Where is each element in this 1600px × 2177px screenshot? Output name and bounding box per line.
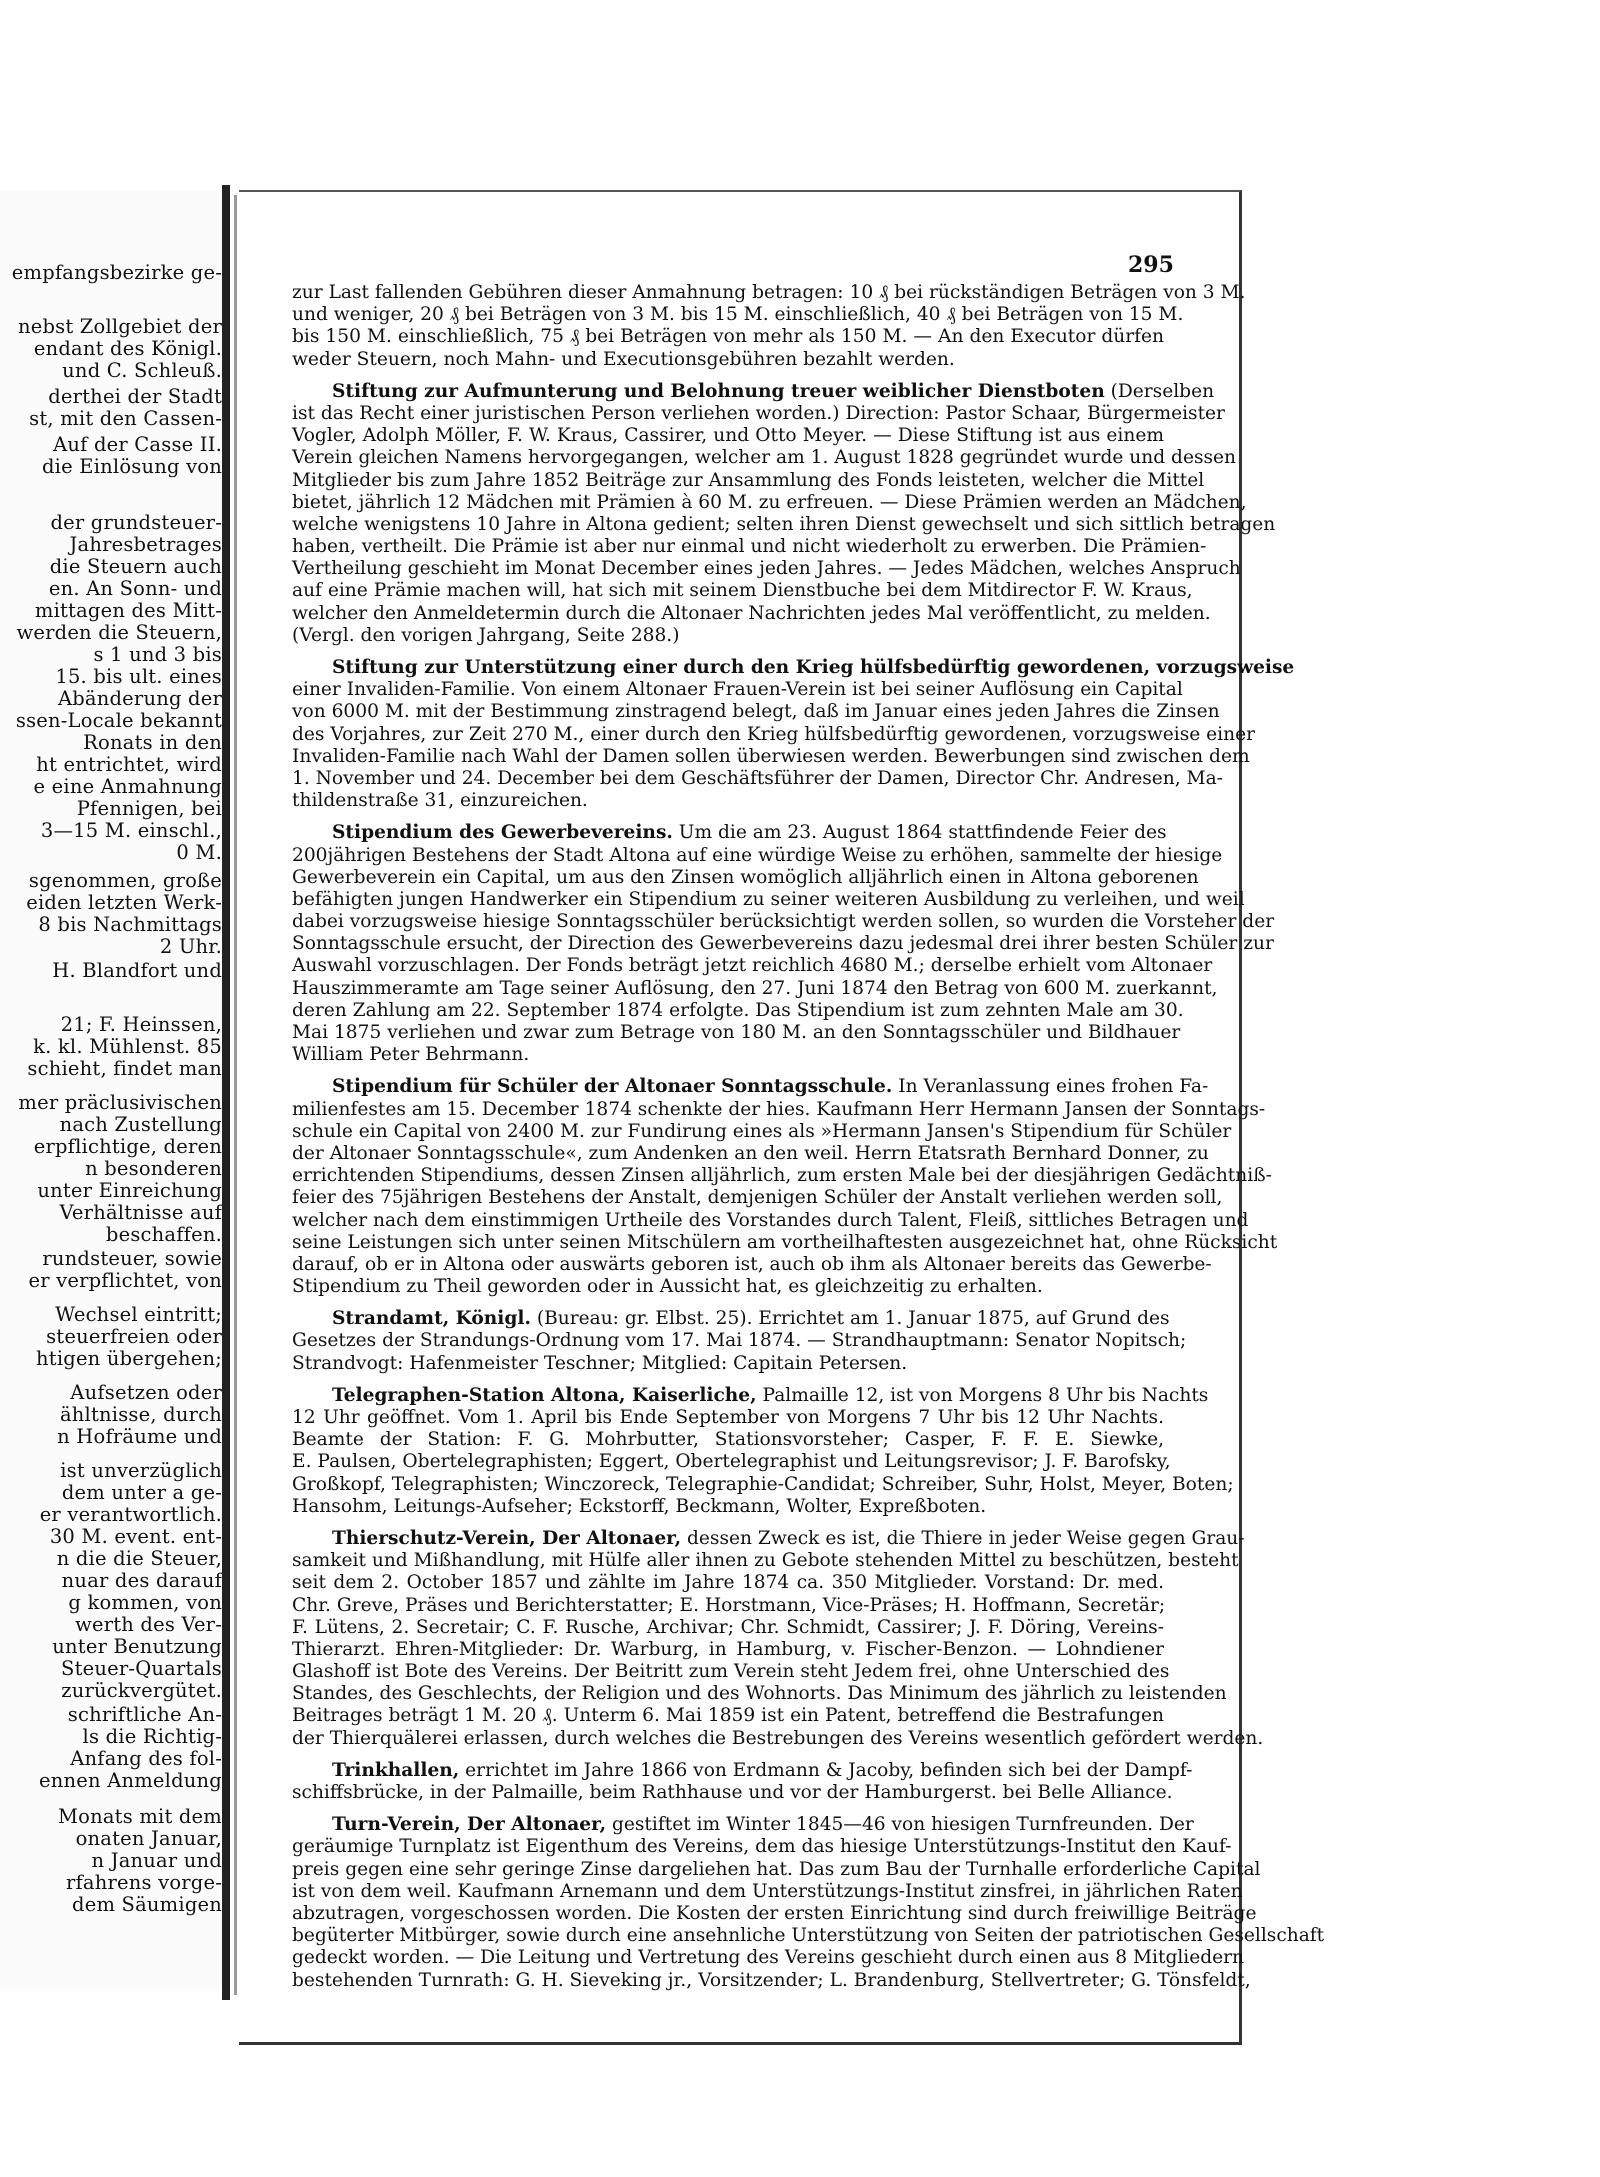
text-line: geräumige Turnplatz ist Eigenthum des Vereins, dem das hiesige Unterstützungs-Institut den Kauf- <box>292 1836 1232 1858</box>
left-page-line: Abänderung der <box>57 687 222 710</box>
entry-paragraph <box>292 1384 1234 1518</box>
text-line: Auswahl vorzuschlagen. Der Fonds beträgt jetzt reichlich 4680 M.; derselbe erhielt vom Altonaer <box>292 955 1213 977</box>
text-line: Beitrages beträgt 1 M. 20 ₰. Unterm 6. Mai 1859 ist ein Patent, betreffend die Bestrafungen <box>292 1705 1164 1727</box>
left-page-line: 15. bis ult. eines <box>55 665 222 688</box>
text-line: 1. November und 24. December bei dem Geschäftsführer der Damen, Director Chr. Andresen, Ma- <box>292 767 1223 789</box>
text-line: welcher den Anmeldetermin durch die Altonaer Nachrichten jedes Mal veröffentlicht, zu melden. <box>292 602 1211 624</box>
text-line: deren Zahlung am 22. September 1874 erfolgte. Das Stipendium ist zum zehnten Male am 30. <box>292 999 1184 1021</box>
left-page-line: ähltnisse, durch <box>59 1403 222 1426</box>
text-line: einer Invaliden-Familie. Von einem Altonaer Frauen-Verein ist bei seiner Auflösung ein Capital <box>292 679 1183 701</box>
paragraph-gap <box>292 1518 1164 1528</box>
left-page-line: unter Einreichung <box>37 1179 222 1202</box>
text-line: Trinkhallen, errichtet im Jahre 1866 von Erdmann & Jacoby, befinden sich bei der Dampf- <box>332 1759 1193 1781</box>
left-page-line: der grundsteuer- <box>50 511 222 534</box>
left-page-line: ennen Anmeldung <box>39 1769 222 1792</box>
text-line: weder Steuern, noch Mahn- und Executionsgebühren bezahlt werden. <box>292 348 955 370</box>
text-line: Verein gleichen Namens hervorgegangen, welcher am 1. August 1828 gegründet wurde und dessen <box>292 447 1237 469</box>
text-line: bietet, jährlich 12 Mädchen mit Prämien à 60 M. zu erfreuen. — Diese Prämien werden an Mädchen, <box>292 491 1247 513</box>
left-page-line: onaten Januar, <box>75 1827 222 1850</box>
text-line: thildenstraße 31, einzureichen. <box>292 790 588 812</box>
text-line: von 6000 M. mit der Bestimmung zinstragend belegt, daß im Januar eines jeden Jahres die Zinsen <box>292 701 1220 723</box>
left-page-line: werden die Steuern, <box>16 621 222 644</box>
paragraph-gap <box>292 1066 1164 1076</box>
text-line: der Altonaer Sonntagsschule«, zum Andenken an den weil. Herrn Etatsrath Bernhard Donner, zu <box>292 1142 1209 1164</box>
left-page-line: Anfang des fol- <box>70 1747 222 1770</box>
left-page-line: Pfennigen, bei <box>76 797 222 820</box>
left-page-line: ist unverzüglich <box>60 1459 222 1482</box>
text-line: ist das Recht einer juristischen Person verliehen worden.) Direction: Pastor Schaar, Bürgermeister <box>292 402 1225 424</box>
left-page-line: dem unter a ge- <box>61 1481 222 1504</box>
text-line: 200jährigen Bestehens der Stadt Altona auf eine würdige Weise zu erhöhen, sammelte der hiesige <box>292 844 1223 866</box>
text-line: Stipendium zu Theil geworden oder in Aussicht hat, es gleichzeitig zu erhalten. <box>292 1276 1043 1298</box>
text-line: Hansohm, Leitungs-Aufseher; Eckstorff, Beckmann, Wolter, Expreßboten. <box>292 1495 987 1517</box>
left-page-line: zurückvergütet. <box>61 1679 222 1702</box>
left-page-line: n Januar und <box>91 1849 222 1872</box>
left-page-line: und C. Schleuß. <box>62 359 222 382</box>
text-line: Strandvogt: Hafenmeister Teschner; Mitglied: Capitain Petersen. <box>292 1352 908 1374</box>
entry-heading: Stiftung zur Unterstützung einer durch den Krieg hülfsbedürftig gewordenen, vorzugsweise <box>332 657 1295 678</box>
left-page-line: ssen-Locale bekannt <box>15 709 222 732</box>
text-line: Chr. Greve, Präses und Berichterstatter; E. Horstmann, Vice-Präses; H. Hoffmann, Secretär; <box>292 1594 1166 1616</box>
text-line: Mitglieder bis zum Jahre 1852 Beiträge zur Ansammlung des Fonds leisteten, welcher die Mittel <box>292 469 1205 491</box>
left-page-line: en. An Sonn- und <box>48 577 222 600</box>
left-page-line: n besonderen <box>85 1157 222 1180</box>
text-line: 12 Uhr geöffnet. Vom 1. April bis Ende September von Morgens 7 Uhr bis 12 Uhr Nachts. <box>292 1407 1164 1428</box>
paragraph-gap <box>292 371 1164 381</box>
left-page-line: Ronats in den <box>83 731 222 754</box>
left-page-line: mittagen des Mitt- <box>34 599 222 622</box>
left-page-line: er verpflichtet, von <box>28 1269 222 1292</box>
entry-heading: Trinkhallen, <box>332 1759 460 1781</box>
entry-heading: Turn-Verein, Der Altonaer, <box>332 1814 607 1836</box>
left-page-line: 0 M. <box>176 841 222 864</box>
left-page-line: schriftliche An- <box>67 1703 222 1726</box>
left-page-line: Auf der Casse II. <box>53 433 222 456</box>
text-line: Beamte der Station: F. G. Mohrbutter, Stationsvorsteher; Casper, F. F. E. Siewke, <box>292 1429 1164 1451</box>
page-number: 295 <box>1128 252 1174 278</box>
left-page-line: 21; F. Heinssen, <box>60 1013 222 1036</box>
left-page-line: 8 bis Nachmittags <box>38 913 222 936</box>
entry-heading: Telegraphen-Station Altona, Kaiserliche, <box>332 1384 757 1406</box>
text-line: darauf, ob er in Altona oder auswärts geboren ist, auch ob ihm als Altonaer bereits das Gewerbe- <box>292 1253 1212 1275</box>
text-line: Hauszimmeramte am Tage seiner Auflösung, den 27. Juni 1874 den Betrag von 600 M. zuerkannt, <box>292 977 1218 999</box>
text-line: der Thierquälerei erlassen, durch welches die Bestrebungen des Vereins wesentlich gefördert werden. <box>292 1727 1264 1749</box>
entry-paragraph <box>292 1076 1278 1298</box>
text-line: E. Paulsen, Obertelegraphisten; Eggert, Obertelegraphist und Leitungsrevisor; J. F. Barofsky, <box>292 1451 1171 1473</box>
left-page-line: k. kl. Mühlenst. 85 <box>33 1035 222 1058</box>
left-page-line: nuar des darauf <box>61 1569 222 1592</box>
left-page-line: 2 Uhr. <box>159 935 222 958</box>
left-page-line: werth des Ver- <box>75 1613 222 1636</box>
text-line: Gewerbeverein ein Capital, um aus den Zinsen womöglich alljährlich einen in Altona geborenen <box>292 866 1199 888</box>
left-page-fragment <box>0 190 222 1990</box>
text-line: und weniger, 20 ₰ bei Beträgen von 3 M. bis 15 M. einschließlich, 40 ₰ bei Beträgen von 15 M. <box>292 304 1184 326</box>
left-page-line: dem Säumigen <box>72 1893 222 1916</box>
left-page-line: beschaffen. <box>105 1223 222 1246</box>
text-line: William Peter Behrmann. <box>292 1044 530 1066</box>
left-page-line: s 1 und 3 bis <box>93 643 222 666</box>
text-line: milienfestes am 15. December 1874 schenkte der hies. Kaufmann Herr Hermann Jansen der Sonntags- <box>292 1098 1266 1120</box>
text-line: befähigten jungen Handwerker ein Stipendium zu seiner weiteren Ausbildung zu verleihen, und weil <box>292 888 1245 910</box>
text-line: Thierarzt. Ehren-Mitglieder: Dr. Warburg, in Hamburg, v. Fischer-Benzon. — Lohndiener <box>292 1638 1164 1660</box>
text-line: seit dem 2. October 1857 und zählte im Jahre 1874 ca. 350 Mitglieder. Vorstand: Dr. med. <box>292 1572 1164 1594</box>
left-page-line: eiden letzten Werk- <box>26 891 222 914</box>
text-line: Glashoff ist Bote des Vereins. Der Beitritt zum Verein steht Jedem frei, ohne Unterschied des <box>292 1661 1170 1683</box>
left-page-line: ht entrichtet, wird <box>36 753 222 776</box>
text-line: Stipendium des Gewerbevereins. Um die am 23. August 1864 stattfindende Feier des <box>332 822 1167 844</box>
text-line: Turn-Verein, Der Altonaer, gestiftet im Winter 1845—46 von hiesigen Turnfreunden. Der <box>332 1814 1194 1836</box>
left-page-line: n Hofräume und <box>57 1425 222 1448</box>
text-line: gedeckt worden. — Die Leitung und Vertretung des Vereins geschieht durch einen aus 8 Mitgliedern <box>292 1947 1245 1969</box>
text-line: (Vergl. den vorigen Jahrgang, Seite 288.) <box>292 624 680 646</box>
entry-paragraph <box>292 1308 1187 1375</box>
text-line: Stipendium für Schüler der Altonaer Sonntagsschule. In Veranlassung eines frohen Fa- <box>332 1076 1209 1098</box>
left-page-line: n die die Steuer, <box>56 1547 222 1570</box>
left-page-line: schieht, findet man <box>27 1057 222 1080</box>
entry-paragraph <box>292 1814 1325 1992</box>
text-line: haben, vertheilt. Die Prämie ist aber nur einmal und nicht wiederholt zu erwerben. Die Prämien- <box>292 536 1207 558</box>
entry-heading: Stipendium für Schüler der Altonaer Sonntagsschule. <box>332 1076 893 1098</box>
left-page-line: htigen übergehen; <box>36 1347 222 1370</box>
entry-heading: Thierschutz-Verein, Der Altonaer, <box>332 1527 682 1549</box>
paragraph-gap <box>292 812 1164 822</box>
text-line: abzutragen, vorgeschossen worden. Die Kosten der ersten Einrichtung sind durch freiwillige Beiträge <box>292 1902 1257 1924</box>
text-line: bestehenden Turnrath: G. H. Sieveking jr., Vorsitzender; L. Brandenburg, Stellvertreter; G. Tönsfeldt, <box>292 1969 1251 1991</box>
entry-heading: Stiftung zur Aufmunterung und Belohnung treuer weiblicher Dienstboten <box>332 380 1105 402</box>
left-page-line: steuerfreien oder <box>46 1325 222 1348</box>
text-line: ist von dem weil. Kaufmann Arnemann und dem Unterstützungs-Institut zinsfrei, in jährlichen Raten <box>292 1880 1243 1902</box>
left-page-line: Verhältnisse auf <box>59 1201 222 1224</box>
text-line: Telegraphen-Station Altona, Kaiserliche, Palmaille 12, ist von Morgens 8 Uhr bis Nachts <box>332 1384 1209 1406</box>
paragraph-gap <box>292 1804 1164 1814</box>
text-line: preis gegen eine sehr geringe Zinse dargeliehen hat. Das zum Bau der Turnhalle erforderliche Capital <box>292 1858 1261 1880</box>
text-line: Thierschutz-Verein, Der Altonaer, dessen Zweck es ist, die Thiere in jeder Weise gegen Grau- <box>332 1527 1245 1549</box>
left-page-line: empfangsbezirke ge- <box>11 261 222 284</box>
text-line: Vertheilung geschieht im Monat December eines jeden Jahres. — Jedes Mädchen, welches Anspruch <box>292 558 1241 580</box>
left-page-line: er verantwortlich. <box>39 1503 222 1526</box>
paragraph-gap <box>292 647 1164 657</box>
text-line: des Vorjahres, zur Zeit 270 M., einer durch den Krieg hülfsbedürftig gewordenen, vorzugsweise einer <box>292 723 1255 745</box>
left-page-line: erpflichtige, deren <box>33 1135 222 1158</box>
left-page-line: nach Zustellung <box>59 1113 222 1136</box>
text-line: errichtenden Stipendiums, dessen Zinsen alljährlich, zum ersten Male bei der diesjährigen Gedächtniß- <box>292 1165 1272 1187</box>
book-gutter <box>222 185 230 2000</box>
left-page-line: st, mit den Cassen- <box>29 407 222 430</box>
entry-heading: Stipendium des Gewerbevereins. <box>332 822 673 844</box>
book-gutter-edge <box>234 195 237 1995</box>
left-page-line: Monats mit dem <box>57 1805 222 1828</box>
text-line: feier des 75jährigen Bestehens der Anstalt, demjenigen Schüler der Anstalt verliehen werden soll, <box>292 1187 1223 1209</box>
left-page-line: derthei der Stadt <box>48 385 222 408</box>
text-line: Invaliden-Familie nach Wahl der Damen sollen überwiesen werden. Bewerbungen sind zwischen dem <box>292 745 1250 767</box>
text-line: Gesetzes der Strandungs-Ordnung vom 17. Mai 1874. — Strandhauptmann: Senator Nopitsch; <box>292 1330 1187 1352</box>
text-line: Standes, des Geschlechts, der Religion und des Wohnorts. Das Minimum des jährlich zu leistenden <box>292 1683 1227 1705</box>
text-line: schiffsbrücke, in der Palmaille, beim Rathhause und vor der Hamburgerst. bei Belle Alliance. <box>292 1782 1173 1803</box>
text-line: schule ein Capital von 2400 M. zur Fundirung eines als »Hermann Jansen's Stipendium für Schüler <box>292 1120 1232 1142</box>
text-line: Stiftung zur Aufmunterung und Belohnung treuer weiblicher Dienstboten (Derselben <box>332 380 1215 402</box>
entry-paragraph <box>292 282 1246 371</box>
left-page-line: Aufsetzen oder <box>70 1381 222 1404</box>
text-line: bis 150 M. einschließlich, 75 ₰ bei Beträgen von mehr als 150 M. — An den Executor dürfen <box>292 326 1164 348</box>
left-page-line: e eine Anmahnung <box>33 775 222 798</box>
entry-heading: Strandamt, Königl. <box>332 1308 531 1330</box>
paragraph-gap <box>292 1375 1164 1385</box>
entry-paragraph <box>292 1759 1193 1804</box>
entry-paragraph <box>292 1527 1264 1750</box>
left-page-line: Wechsel eintritt; <box>55 1303 222 1326</box>
left-page-line: ls die Richtig- <box>82 1725 222 1748</box>
left-page-line: rundsteuer, sowie <box>42 1247 222 1270</box>
left-page-line: unter Benutzung <box>52 1635 222 1658</box>
left-page-line: Steuer-Quartals <box>61 1657 222 1680</box>
text-line: zur Last fallenden Gebühren dieser Anmahnung betragen: 10 ₰ bei rückständigen Beträgen von 3 M. <box>292 282 1246 303</box>
left-page-line: 3—15 M. einschl., <box>40 819 222 842</box>
text-line: Vogler, Adolph Möller, F. W. Kraus, Cassirer, und Otto Meyer. — Diese Stiftung ist aus einem <box>292 425 1164 447</box>
left-page-line: endant des Königl. <box>33 337 222 360</box>
left-page-line: H. Blandfort und <box>52 959 222 982</box>
text-line: samkeit und Mißhandlung, mit Hülfe aller ihnen zu Gebote stehenden Mittel zu beschützen, besteht <box>292 1550 1239 1572</box>
text-line: welche wenigstens 10 Jahre in Altona gedient; selten ihren Dienst gewechselt und sich sittlich betragen <box>292 513 1276 535</box>
right-page-text <box>292 282 1325 1992</box>
text-line: dabei vorzugsweise hiesige Sonntagsschüler berücksichtigt werden sollen, so wurden die Vorsteher der <box>292 911 1275 933</box>
text-line: Strandamt, Königl. (Bureau: gr. Elbst. 25). Errichtet am 1. Januar 1875, auf Grund des <box>332 1308 1170 1330</box>
text-line: begüterter Mitbürger, sowie durch eine ansehnliche Unterstützung von Seiten der patriotischen Gesellschaft <box>292 1925 1325 1947</box>
text-line: Mai 1875 verliehen und zwar zum Betrage von 180 M. an den Sonntagsschüler und Bildhauer <box>292 1022 1181 1043</box>
entry-paragraph <box>292 657 1295 812</box>
left-page-line: rfahrens vorge- <box>65 1871 222 1894</box>
left-page-line: mer präclusivischen <box>18 1091 222 1114</box>
left-page-line: nebst Zollgebiet der <box>17 315 222 338</box>
text-line: Großkopf, Telegraphisten; Winczoreck, Telegraphie-Candidat; Schreiber, Suhr, Holst, Meyer, Boten; <box>292 1473 1234 1495</box>
paragraph-gap <box>292 1298 1164 1308</box>
left-page-line: die Einlösung von <box>42 455 222 478</box>
text-line <box>292 657 1295 679</box>
text-line: Sonntagsschule ersucht, der Direction des Gewerbevereins dazu jedesmal drei ihrer besten Schüler zur <box>292 933 1274 955</box>
left-page-line: Jahresbetrages <box>69 533 222 556</box>
left-page-line: 30 M. event. ent- <box>49 1525 222 1548</box>
text-line: welcher nach dem einstimmigen Urtheile des Vorstandes durch Talent, Fleiß, sittliches Betragen und <box>292 1209 1249 1231</box>
text-line: seine Leistungen sich unter seinen Mitschülern am vortheilhaftesten ausgezeichnet hat, ohne Rücksicht <box>292 1231 1278 1253</box>
text-line: auf eine Prämie machen will, hat sich mit seinem Dienstbuche bei dem Mitdirector F. W. Kraus, <box>292 580 1193 602</box>
left-page-line: die Steuern auch <box>49 555 222 578</box>
left-page-line: sgenommen, große <box>28 869 222 892</box>
entry-paragraph <box>292 822 1275 1066</box>
left-page-line: g kommen, von <box>68 1591 222 1614</box>
paragraph-gap <box>292 1750 1164 1760</box>
entry-paragraph <box>292 380 1276 647</box>
text-line: F. Lütens, 2. Secretair; C. F. Rusche, Archivar; Chr. Schmidt, Cassirer; J. F. Döring, Vereins- <box>292 1616 1164 1638</box>
